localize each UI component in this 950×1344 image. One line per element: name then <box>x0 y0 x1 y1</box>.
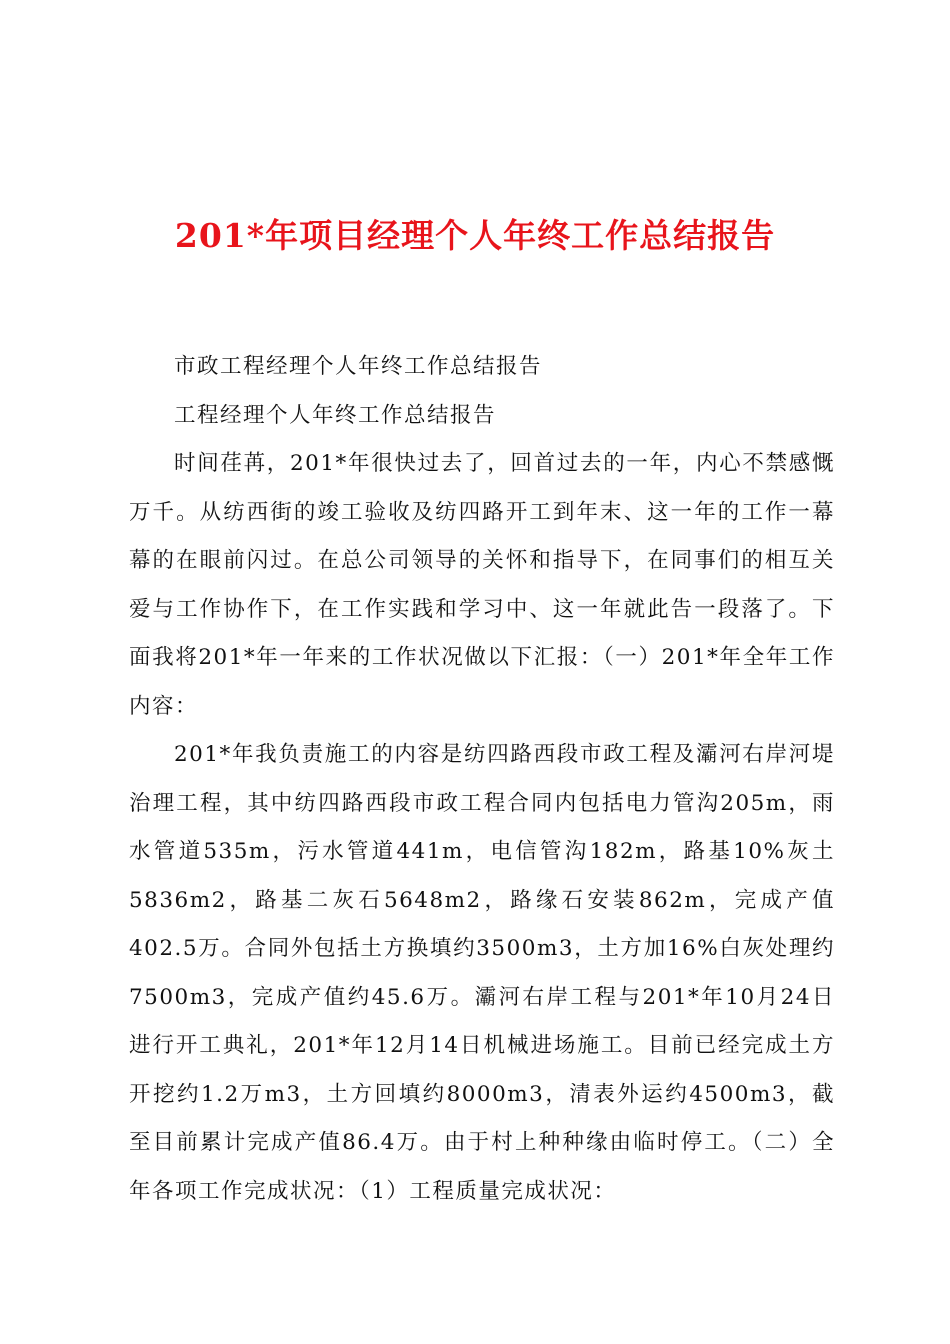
paragraph-introduction: 时间荏苒，201*年很快过去了，回首过去的一年，内心不禁感慨万千。从纺西街的竣工验收及纺四路开工到年末、这一年的工作一幕幕的在眼前闪过。在总公司领导的关怀和指导下，在同事们的相互关爱与工作协作下，在工作实践和学习中、这一年就此告一段落了。下面我将201*年一年来的工作状况做以下汇报：（一）201*年全年工作内容： <box>129 451 835 719</box>
paragraph-work-content: 201*年我负责施工的内容是纺四路西段市政工程及灞河右岸河堤治理工程，其中纺四路西段市政工程合同内包括电力管沟205m，雨水管道535m，污水管道441m，电信管沟182m，路基10%灰土5836m2，路基二灰石5648m2，路缘石安装862m，完成产值402.5万。合同外包括土方换填约3500m3，土方加16%白灰处理约7500m3，完成产值约45.6万。灞河右岸工程与201*年10月24日进行开工典礼，201*年12月14日机械进场施工。目前已经完成土方开挖约1.2万m3，土方回填约8000m3，清表外运约4500m3，截至目前累计完成产值86.4万。由于村上种种缘由临时停工。（二）全年各项工作完成状况：（1）工程质量完成状况： <box>129 742 835 1204</box>
document-body <box>129 343 835 1216</box>
document-title: 201*年项目经理个人年终工作总结报告 <box>174 216 776 255</box>
paragraph-subtitle-engineering: 工程经理个人年终工作总结报告 <box>174 402 497 428</box>
paragraph-subtitle-municipal: 市政工程经理个人年终工作总结报告 <box>174 354 543 379</box>
